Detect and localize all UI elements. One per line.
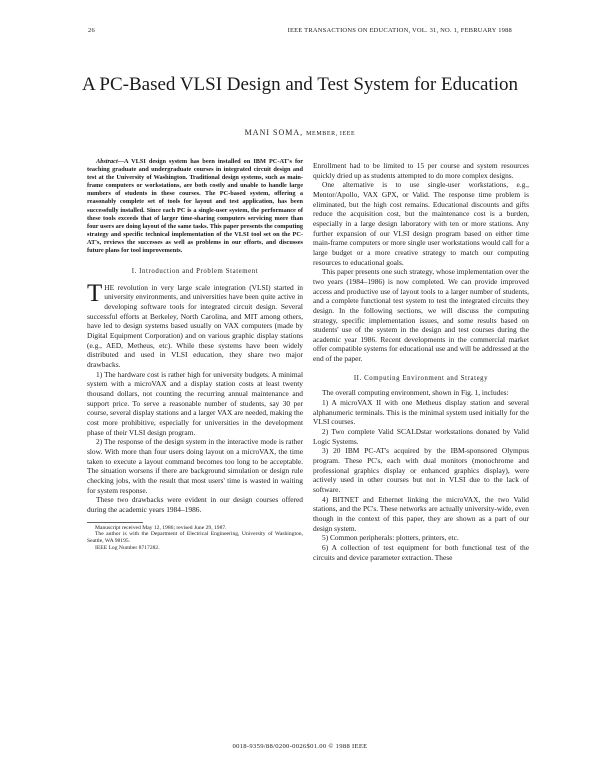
intro-paragraph-1-text: HE revolution in very large scale integration (VLSI) started in university environments, and universities have been quite active in developing software tools for integrated circuit design. Several successful efforts at Berkeley, North Carolina, and MIT among others, have led to design systems based usually on VAX computers (made by Digital Equipment Corporation) and on various graphic display stations (e.g., AED, Metheus, etc). While these systems have been widely distributed and used in VLSI education, they share two major drawbacks. — [87, 282, 303, 370]
paper-title: A PC-Based VLSI Design and Test System for Education — [82, 74, 518, 95]
intro-paragraph-2: 1) The hardware cost is rather high for university budgets. A minimal system with a microVAX and a display station costs at least twenty thousand dollars, not counting the recurring annual maintenance and support price. To serve a reasonable number of students, say 30 per course, several display stations and a larger VAX are needed, making the cost more prohibitive, especially for universities in the development phase of their VLSI design program. — [87, 369, 303, 437]
list-item: 5) Common peripherals: plotters, printers, etc. — [322, 533, 459, 543]
journal-header: IEEE TRANSACTIONS ON EDUCATION, VOL. 31, NO. 1, FEBRUARY 1988 — [287, 27, 512, 34]
list-item: 6) A collection of test equipment for both functional test of the circuits and device parameter extraction. These — [313, 542, 529, 562]
section-heading-computing: II. Computing Environment and Strategy — [353, 374, 489, 382]
right-paragraph-2: One alternative is to use single-user workstations, e.g., Mentor/Apollo, VAX GPX, or Valid. The response time problem is eliminated, but the high cost remains. Educational discounts and gifts reduce the acquisition cost, but the maintenance cost is a burden, especially in a large design laboratory with ten or more stations. Any further expansion of our VLSI design program based on either time main-frame computers or more single user workstations would call for a large budget or a more creative strategy to match our computing resources to educational goals. — [313, 180, 529, 267]
footnotes — [87, 525, 303, 552]
footnote-received: Manuscript received May 12, 1986; revised June 29, 1987. — [95, 524, 227, 531]
copyright-line: 0018-9359/88/0200-0026$01.00 © 1988 IEEE — [232, 743, 368, 750]
abstract-text: —A VLSI design system has been installed on IBM PC-AT's for teaching graduate and undergraduate courses in integrated circuit design and test at the University of Washington. Traditional design systems, such as main-frame computers or workstations, are both costly and unable to handle large numbers of students in these courses. The PC-based system, offering a reasonably complete set of tools for layout and test application, has been successfully installed. Since each PC is a single-user system, the performance of these tools exceeds that of larger time-sharing computers servicing more than four users are doing layout of the same tasks. This paper presents the computing strategy and specific technical implementation of the VLSI tool set on the PC-AT's, reviews the successes as well as problems in our efforts, and discusses future plans for tool improvements. — [87, 158, 303, 255]
right-paragraph-1: Enrollment had to be limited to 15 per course and system resources quickly dried up as students attempted to do more complex designs. — [313, 161, 529, 180]
section-heading-introduction: I. Introduction and Problem Statement — [131, 268, 259, 276]
list-item: 2) Two complete Valid SCALDstar workstations donated by Valid Logic Systems. — [313, 427, 529, 446]
right-paragraph-3: This paper presents one such strategy, whose implementation over the two years (1984–1986) is now completed. We can provide improved access and productive use of layout tools to a larger number of students, and a complete functional test system to test the integrated circuits they design. In the following sections, we will discuss the computing strategy, specific implementation issues, and some results based on students' use of the system in the design and test courses during the academic year 1986. Recent developments in the commercial market offer compatible systems for educational use and will be addressed at the end of the paper. — [313, 267, 529, 364]
list-item: 1) A microVAX II with one Metheus display station and several alphanumeric terminals. This is the minimal system used initially for the VLSI courses. — [313, 398, 529, 427]
intro-paragraph-3: 2) The response of the design system in the interactive mode is rather slow. With more than four users doing layout on a microVAX, the time taken to execute a layout command becomes too long to be acceptable. The situation worsens if there are background simulation or design rule checking jobs, with the result that most users' time is wasted in waiting for system response. — [87, 437, 303, 495]
page-number: 26 — [88, 27, 95, 34]
right-column — [313, 161, 529, 562]
list-item: 4) BITNET and Ethernet linking the microVAX, the two Valid stations, and the PC's. These networks are actually university-wide, even though in the context of this paper, they are shown as a part of our design system. — [313, 494, 529, 533]
list-item: 3) 20 IBM PC-AT's acquired by the IBM-sponsored Olympus program. These PC's, each with dual monitors (monochrome and professional graphics display or enhanced graphics display), were actively used in other courses but not in VLSI due to the lack of software. — [313, 446, 529, 494]
left-column — [87, 158, 303, 551]
computing-intro: The overall computing environment, shown in Fig. 1, includes: — [322, 388, 509, 398]
footnote-affiliation: The author is with the Department of Electrical Engineering, University of Washington, Seattle, WA 98195. — [87, 531, 303, 544]
abstract — [87, 158, 303, 255]
abstract-lead: Abstract — [96, 158, 118, 165]
intro-paragraph-4: These two drawbacks were evident in our design courses offered during the academic years 1984–1986. — [87, 495, 303, 514]
author-membership: MEMBER, IEEE — [306, 131, 356, 137]
environment-list — [313, 398, 529, 562]
footnote-log-number: IEEE Log Number 8717282. — [95, 544, 160, 551]
intro-paragraph-1 — [87, 279, 303, 370]
drop-cap: T — [87, 279, 103, 307]
author-line — [0, 128, 600, 137]
footnote-rule — [87, 522, 143, 523]
author-name: MANI SOMA, — [244, 128, 304, 137]
